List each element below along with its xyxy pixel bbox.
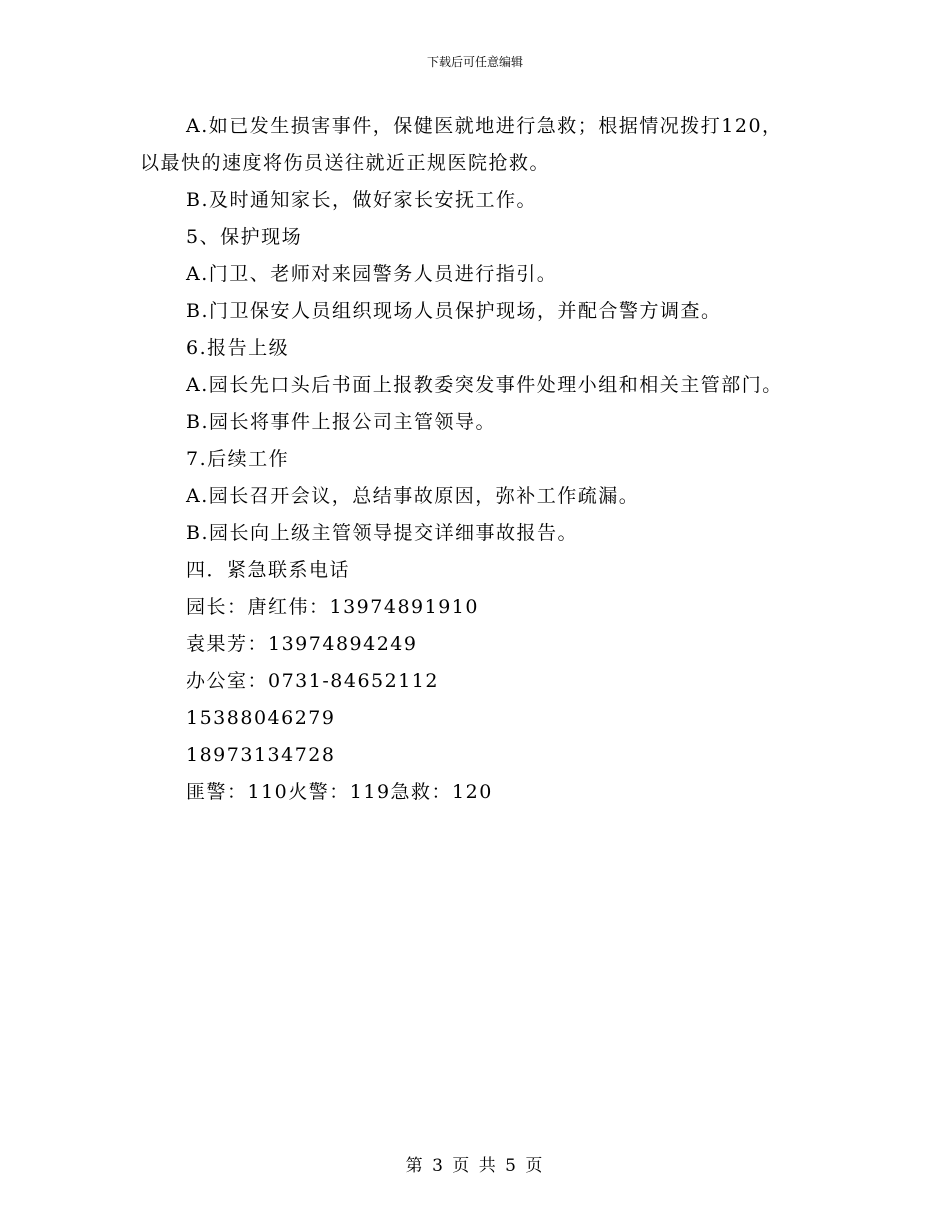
contact-line: 办公室：0731-84652112 <box>186 670 439 692</box>
paragraph-line: B.及时通知家长，做好家长安抚工作。 <box>186 189 538 211</box>
paragraph-line: B.门卫保安人员组织现场人员保护现场，并配合警方调查。 <box>186 300 722 322</box>
emergency-numbers-line: 匪警：110火警：119急救：120 <box>186 781 493 803</box>
document-body <box>140 108 820 811</box>
paragraph-line: A.如已发生损害事件，保健医就地进行急救；根据情况拨打120， <box>186 115 783 137</box>
section-heading: 6.报告上级 <box>186 337 290 359</box>
page-footer: 第 3 页 共 5 页 <box>405 1156 545 1176</box>
paragraph-line: B.园长向上级主管领导提交详细事故报告。 <box>186 522 579 544</box>
contact-line: 18973134728 <box>186 744 336 766</box>
paragraph-line: 以最快的速度将伤员送往就近正规医院抢救。 <box>140 152 551 174</box>
contact-line: 15388046279 <box>186 707 336 729</box>
paragraph-line: A.门卫、老师对来园警务人员进行指引。 <box>186 263 558 285</box>
paragraph-line: A.园长召开会议，总结事故原因，弥补工作疏漏。 <box>186 485 640 507</box>
contact-line: 袁果芳：13974894249 <box>186 633 418 655</box>
paragraph-line: A.园长先口头后书面上报教委突发事件处理小组和相关主管部门。 <box>186 374 783 396</box>
section-heading: 四．紧急联系电话 <box>186 559 351 581</box>
section-heading: 7.后续工作 <box>186 448 290 470</box>
paragraph-line: B.园长将事件上报公司主管领导。 <box>186 411 497 433</box>
contact-line: 园长：唐红伟：13974891910 <box>186 596 479 618</box>
page-header: 下载后可任意编辑 <box>426 55 523 69</box>
section-heading: 5、保护现场 <box>186 226 303 248</box>
